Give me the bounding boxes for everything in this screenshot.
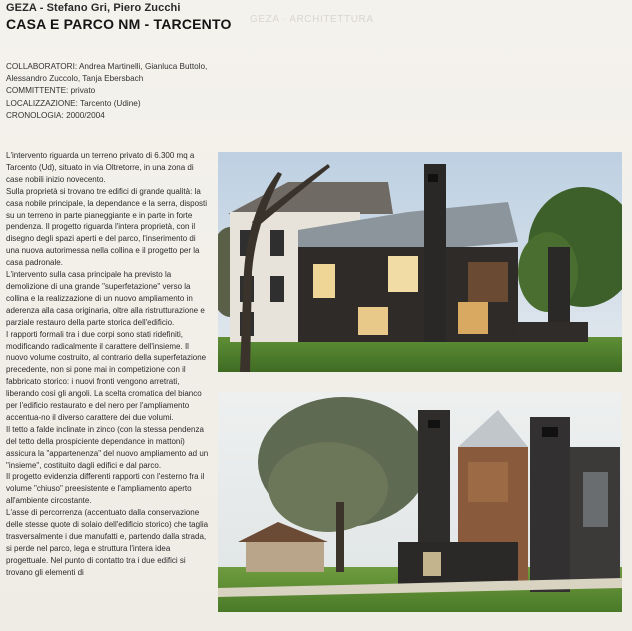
- photo-house-angle-illustration: [218, 392, 622, 612]
- credit-label-collaborators: COLLABORATORI:: [6, 62, 78, 71]
- credit-value-chronology: 2000/2004: [66, 110, 105, 120]
- credit-label-location: LOCALIZZAZIONE:: [6, 98, 78, 108]
- credit-value-location: Tarcento (Udine): [80, 98, 141, 108]
- credit-label-chronology: CRONOLOGIA:: [6, 110, 64, 120]
- photo-house-angle: [218, 392, 622, 612]
- photo-house-front: [218, 152, 622, 372]
- article-body-text: L'intervento riguarda un terreno privato di 6.300 mq a Tarcento (Ud), situato in via Oltretorre, in una zona di case nobili inizio novecento. Sulla proprietà si trovano tre edifici di grande qualità: la casa nobile principale, la dependance e la serra, disposti su un terreno in parte pianeggiante e in parte in forte pendenza. Il progetto riguarda l'intera proprietà, con il disegno degli spazi aperti e del parco, l'inserimento di una nuova autorimessa nella collina e il progetto per la casa padronale. L'intervento sulla casa principale ha previsto la demolizione di una grande "superfetazione" verso la collina e la realizzazione di un nuovo ampliamento in aderenza alla casa originaria, oltre alla ristrutturazione e parziale restauro della parte storica dell'edificio. I rapporti formali tra i due corpi sono stati ridefiniti, modificando radicalmente il carattere dell'insieme. Il nuovo volume costruito, al contrario della superfetazione precedente, non si pone mai in competizione con il fabbricato storico: i nuovi fronti vengono arretrati, liberando così gli angoli. La scelta cromatica del bianco per l'edificio restaurato e del nero per l'ampliamento accentua-no il diverso carattere dei due volumi. Il tetto a falde inclinate in zinco (con la stessa pendenza del tetto della prospiciente dependance in mattoni) assicura la "appartenenza" del nuovo ampliamento ad un "insieme", costituito dagli edifici e dal parco. Il progetto evidenzia differenti rapporti con l'esterno fra il volume "chiuso" preesistente e l'ampliamento aperto all'ambiente circostante. L'asse di percorrenza (accentuato dalla conservazione delle stesse quote di solaio dell'edificio storico) che taglia trasversalmente i due manufatti e, partendo dalla strada, si perde nel parco, lega e struttura l'intera idea progettuale. Nel punto di contatto tra i due edifici si trovano gli elementi di: [6, 151, 209, 577]
- photo-house-front-illustration: [218, 152, 622, 372]
- project-title: CASA E PARCO NM - TARCENTO: [6, 16, 232, 32]
- credit-value-collaborators: Andrea Martinelli, Gianluca Buttolo, Alessandro Zuccolo, Tanja Ebersbach: [6, 62, 208, 84]
- project-credits: [6, 61, 216, 122]
- credit-value-client: privato: [70, 86, 96, 96]
- architect-credit: GEZA - Stefano Gri, Piero Zucchi: [6, 2, 181, 14]
- ghost-print-through: GEZA · ARCHITETTURA: [250, 14, 374, 25]
- credit-label-client: COMMITTENTE:: [6, 86, 69, 96]
